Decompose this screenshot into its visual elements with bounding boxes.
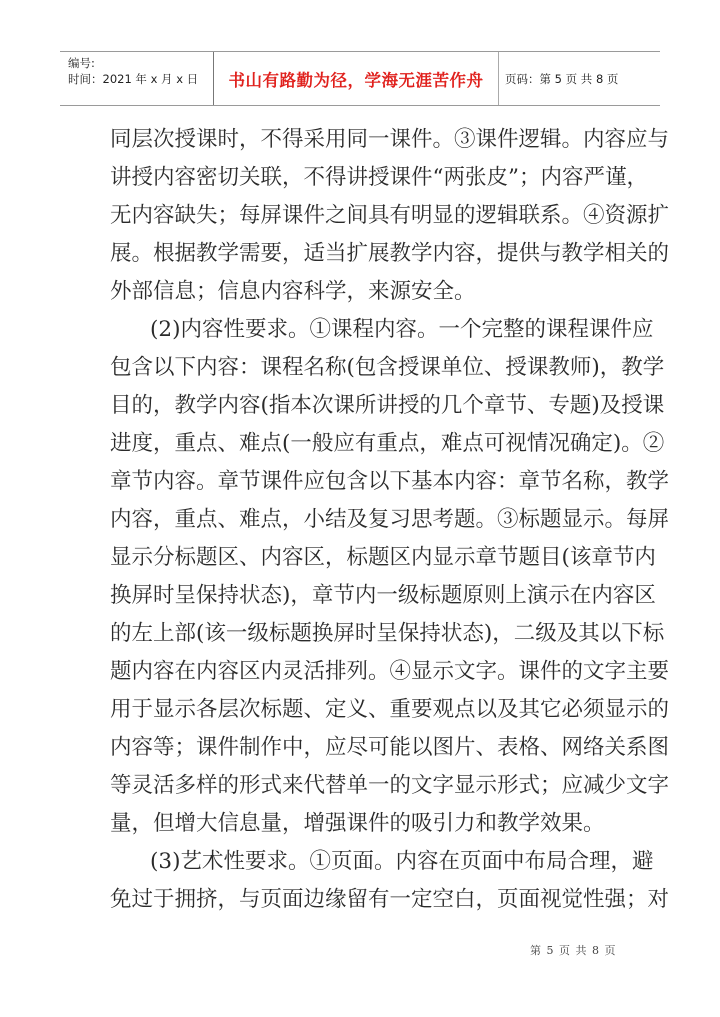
header-info-cell bbox=[60, 52, 213, 105]
footer-page-number: 第 5 页 共 8 页 bbox=[530, 944, 616, 957]
body-text-line: 无内容缺失；每屏课件之间具有明显的逻辑联系。④资源扩 bbox=[110, 203, 670, 228]
body-text-line: 的左上部(该一级标题换屏时呈保持状态)，二级及其以下标 bbox=[110, 621, 665, 646]
header-page-cell bbox=[498, 52, 660, 105]
body-text-line: 外部信息；信息内容科学，来源安全。 bbox=[110, 279, 476, 304]
page-header bbox=[60, 51, 660, 106]
body-text-line: 题内容在内容区内灵活排列。④显示文字。课件的文字主要 bbox=[110, 659, 670, 684]
body-text-line: 同层次授课时，不得采用同一课件。③课件逻辑。内容应与 bbox=[110, 127, 670, 152]
body-text-line: (2)内容性要求。①课程内容。一个完整的课程课件应 bbox=[150, 317, 654, 342]
body-text-line: 章节内容。章节课件应包含以下基本内容：章节名称，教学 bbox=[110, 469, 670, 494]
header-motto: 书山有路勤为径，学海无涯苦作舟 bbox=[228, 70, 484, 90]
header-page-info: 页码：第 5 页 共 8 页 bbox=[505, 71, 619, 86]
header-motto-cell bbox=[213, 52, 499, 105]
serial-label: 编号: bbox=[68, 56, 95, 70]
body-text-line: 包含以下内容：课程名称(包含授课单位、授课教师)，教学 bbox=[110, 355, 665, 380]
body-text-line: 量，但增大信息量，增强课件的吸引力和教学效果。 bbox=[110, 811, 605, 836]
body-text-line: 免过于拥挤，与页面边缘留有一定空白，页面视觉性强；对 bbox=[110, 887, 670, 912]
body-text-line: 展。根据教学需要，适当扩展教学内容，提供与教学相关的 bbox=[110, 241, 670, 266]
body-text-line: 内容等；课件制作中，应尽可能以图片、表格、网络关系图 bbox=[110, 735, 670, 760]
body-text-line: 进度，重点、难点(一般应有重点，难点可视情况确定)。② bbox=[110, 431, 665, 456]
body-text-line: (3)艺术性要求。①页面。内容在页面中布局合理，避 bbox=[150, 849, 654, 874]
body-text-line: 用于显示各层次标题、定义、重要观点以及其它必须显示的 bbox=[110, 697, 670, 722]
body-text-line: 等灵活多样的形式来代替单一的文字显示形式；应减少文字 bbox=[110, 773, 670, 798]
body-text-line: 讲授内容密切关联，不得讲授课件“两张皮”；内容严谨， bbox=[110, 165, 648, 190]
body-text-line: 目的，教学内容(指本次课所讲授的几个章节、专题)及授课 bbox=[110, 393, 665, 418]
date-label: 时间：2021 年 x 月 x 日 bbox=[68, 72, 199, 86]
body-text-line: 换屏时呈保持状态)，章节内一级标题原则上演示在内容区 bbox=[110, 583, 656, 608]
body-text-line: 内容，重点、难点，小结及复习思考题。③标题显示。每屏 bbox=[110, 507, 670, 532]
body-text-line: 显示分标题区、内容区，标题区内显示章节题目(该章节内 bbox=[110, 545, 656, 570]
